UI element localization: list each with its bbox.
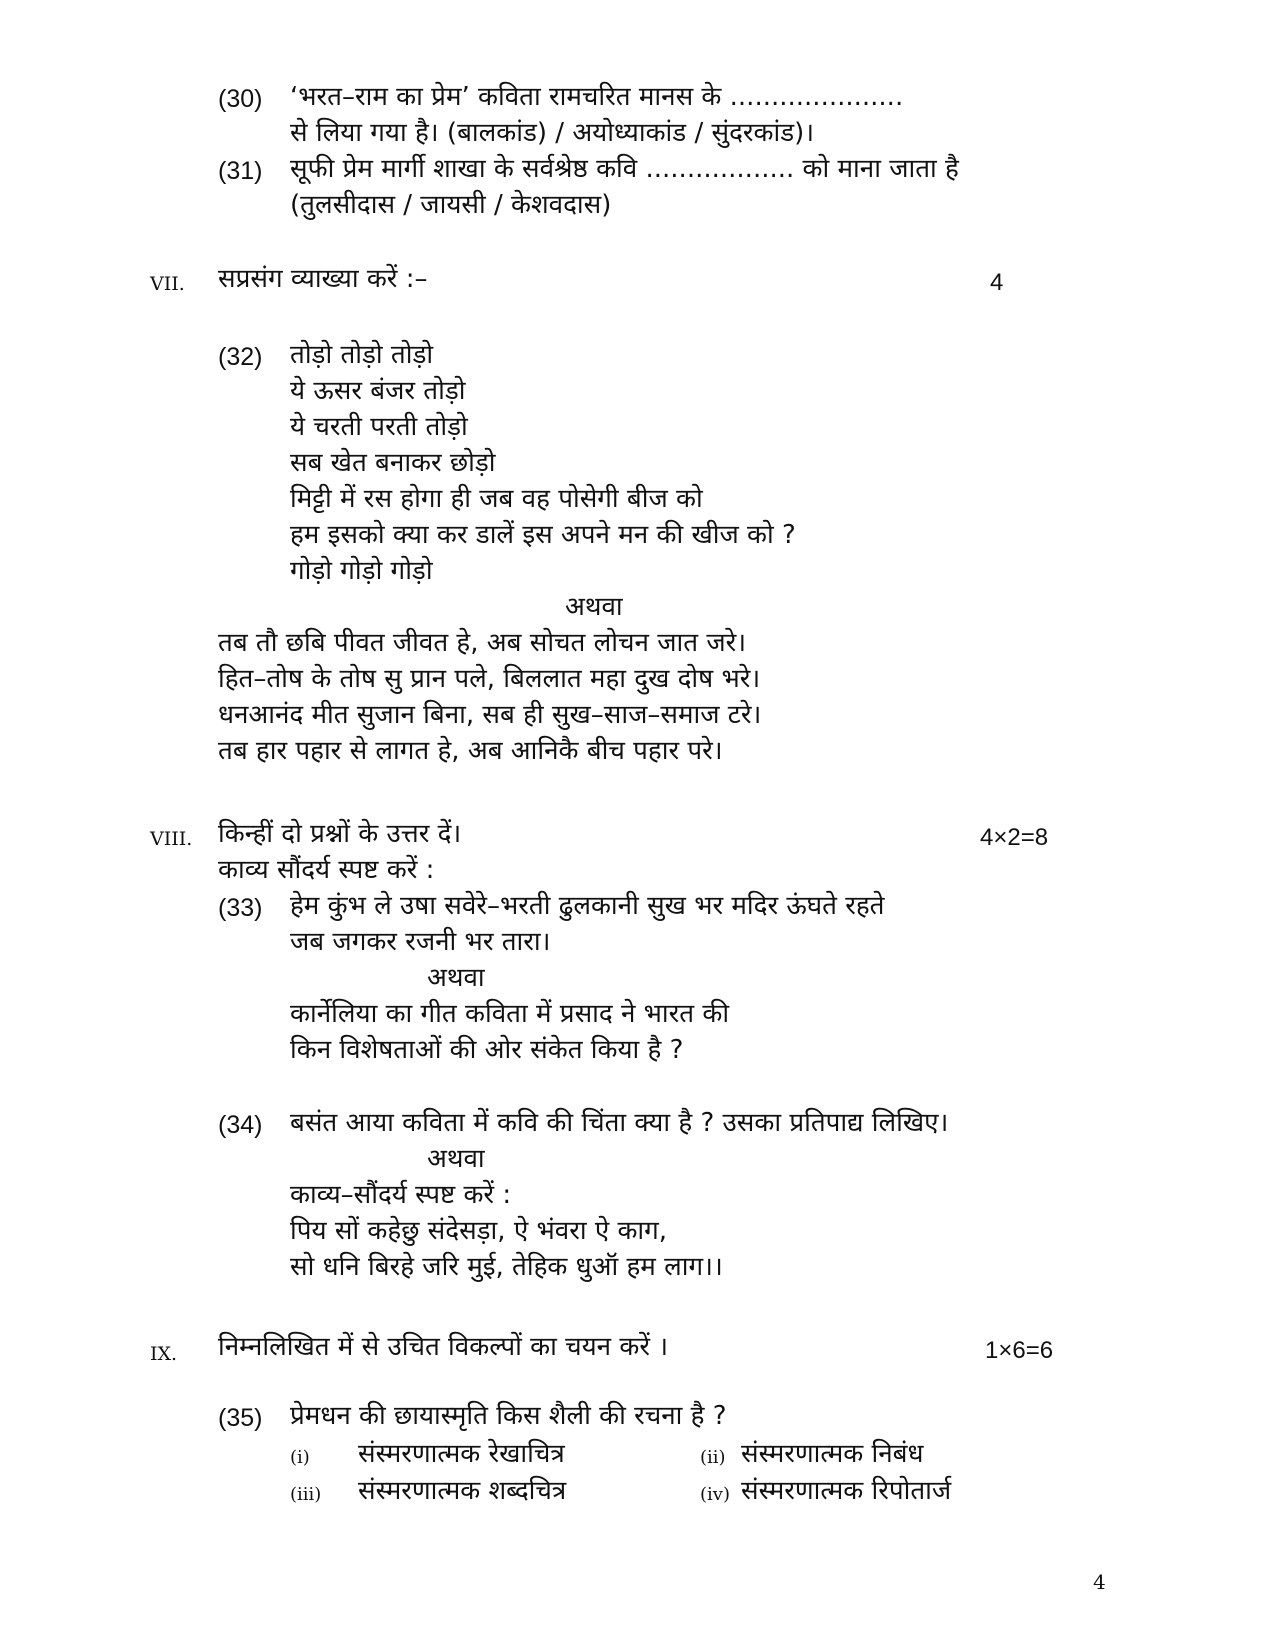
question-text: किन विशेषताओं की ओर संकेत किया है ? xyxy=(290,1035,684,1065)
section-marks: 4×2=8 xyxy=(980,824,1049,851)
poem-line: मिट्टी में रस होगा ही जब वह पोसेगी बीज को xyxy=(290,484,703,514)
poem-line: गोड़ो गोड़ो गोड़ो xyxy=(290,556,433,586)
question-text: बसंत आया कविता में कवि की चिंता क्या है ? उसका प्रतिपाद्य लिखिए। xyxy=(290,1108,949,1138)
poem-line: सब खेत बनाकर छोड़ो xyxy=(290,448,496,478)
section-heading: निम्नलिखित में से उचित विकल्पों का चयन करें । xyxy=(218,1332,669,1362)
poem-line: जब जगकर रजनी भर तारा। xyxy=(290,927,551,957)
option-label: (iv) xyxy=(700,1484,730,1505)
question-number: (31) xyxy=(218,157,263,185)
section-number: VII. xyxy=(150,273,185,295)
question-text: कार्नेलिया का गीत कविता में प्रसाद ने भारत की xyxy=(290,999,730,1029)
question-number: (30) xyxy=(218,85,263,113)
section-marks: 1×6=6 xyxy=(985,1337,1054,1364)
poem-line: ये ऊसर बंजर तोड़ो xyxy=(290,376,466,406)
section-heading: सप्रसंग व्याख्या करें :– xyxy=(218,264,428,294)
option-text: संस्मरणात्मक शब्दचित्र xyxy=(358,1476,567,1506)
poem-line: हेम कुंभ ले उषा सवेरे–भरती ढुलकानी सुख भर मदिर ऊंघते रहते xyxy=(290,891,885,921)
poem-line: ये चरती परती तोड़ो xyxy=(290,412,468,442)
section-heading: किन्हीं दो प्रश्नों के उत्तर दें। xyxy=(218,819,462,849)
option-label: (iii) xyxy=(290,1484,322,1505)
question-number: (34) xyxy=(218,1111,263,1139)
poem-line: पिय सों कहेछु संदेसड़ा, ऐ भंवरा ऐ काग, xyxy=(290,1216,668,1246)
option-text: संस्मरणात्मक निबंध xyxy=(741,1439,924,1469)
question-number: (35) xyxy=(218,1404,263,1432)
option-label: (ii) xyxy=(700,1447,726,1468)
or-divider: अथवा xyxy=(565,592,623,622)
question-text: काव्य–सौंदर्य स्पष्ट करें : xyxy=(290,1180,512,1210)
poem-line: हम इसको क्या कर डालें इस अपने मन की खीज को ? xyxy=(290,520,796,550)
section-number: IX. xyxy=(150,1343,178,1365)
section-number: VIII. xyxy=(150,828,193,850)
question-text: सूफी प्रेम मार्गी शाखा के सर्वश्रेष्ठ कवि .................. को माना जाता है xyxy=(290,154,959,184)
option-label: (i) xyxy=(290,1447,310,1468)
question-options: (तुलसीदास / जायसी / केशवदास) xyxy=(290,190,612,220)
page-number: 4 xyxy=(1093,1570,1106,1594)
question-text: ‘भरत–राम का प्रेम’ कविता रामचरित मानस के ..................... xyxy=(290,82,904,112)
or-divider: अथवा xyxy=(427,963,485,993)
option-text: संस्मरणात्मक रेखाचित्र xyxy=(358,1439,565,1469)
section-subheading: काव्य सौंदर्य स्पष्ट करें : xyxy=(218,855,435,885)
question-text: से लिया गया है। (बालकांड) / अयोध्याकांड / सुंदरकांड)। xyxy=(290,118,815,148)
poem-line: सो धनि बिरहे जरि मुई, तेहिक धुऑ हम लाग।। xyxy=(290,1252,723,1282)
question-number: (33) xyxy=(218,894,263,922)
question-number: (32) xyxy=(218,343,263,371)
or-divider: अथवा xyxy=(427,1144,485,1174)
poem-line: तोड़ो तोड़ो तोड़ो xyxy=(290,340,434,370)
poem-line: धनआनंद मीत सुजान बिना, सब ही सुख–साज–समाज टरे। xyxy=(218,700,762,730)
poem-line: हित–तोष के तोष सु प्रान पले, बिललात महा दुख दोष भरे। xyxy=(218,664,761,694)
poem-line: तब हार पहार से लागत हे, अब आनिकै बीच पहार परे। xyxy=(218,736,723,766)
option-text: संस्मरणात्मक रिपोतार्ज xyxy=(741,1476,952,1506)
poem-line: तब तौ छबि पीवत जीवत हे, अब सोचत लोचन जात जरे। xyxy=(218,628,747,658)
question-text: प्रेमधन की छायास्मृति किस शैली की रचना है ? xyxy=(290,1401,727,1431)
section-marks: 4 xyxy=(990,269,1004,296)
